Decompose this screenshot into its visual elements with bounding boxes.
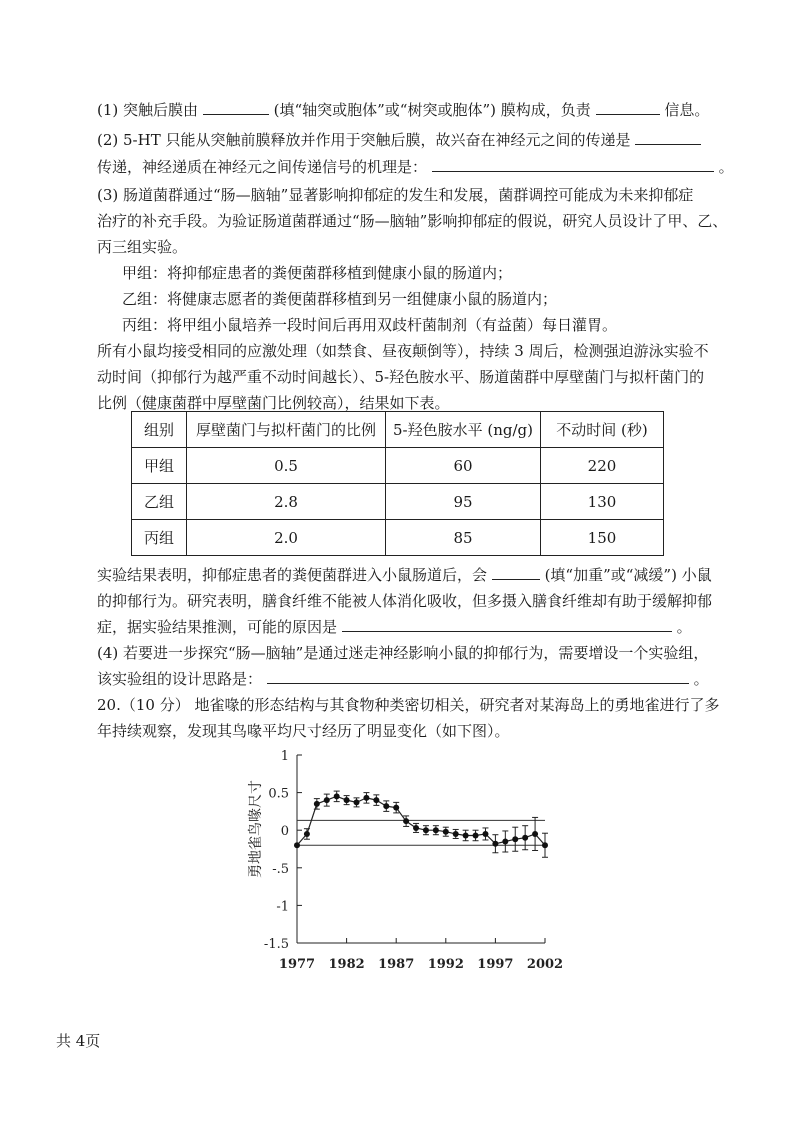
- data-point: [502, 838, 508, 844]
- y-tick-label: 1: [280, 749, 289, 764]
- x-tick-label: 2002: [526, 957, 564, 972]
- q19-p6-text-l2a: 该实验组的设计思路是：: [97, 670, 263, 688]
- data-point: [433, 827, 439, 833]
- page-footer: 共 4页: [56, 1032, 101, 1050]
- data-point: [532, 831, 538, 837]
- q19-p5-text-l3a: 症，据实验结果推测，可能的原因是: [97, 618, 338, 636]
- table-row: [132, 520, 664, 556]
- data-point: [294, 842, 300, 848]
- table-cell: 60: [386, 448, 541, 484]
- data-point: [354, 799, 360, 805]
- data-point: [344, 797, 350, 803]
- q19-part4-line3: 比例（健康菌群中厚壁菌门比例较高），结果如下表。: [97, 394, 450, 412]
- q19-p6-text-l2b: 。: [693, 670, 709, 688]
- data-point: [453, 831, 459, 837]
- table-cell: 甲组: [132, 448, 187, 484]
- q20-line1: 20.（10 分） 地雀喙的形态结构与其食物种类密切相关，研究者对某海岛上的勇地雀进行了多: [97, 696, 720, 714]
- data-point: [542, 842, 548, 848]
- data-point: [324, 797, 330, 803]
- data-point: [314, 801, 320, 807]
- q19-part6-line2: [97, 669, 709, 689]
- x-tick-label: 1992: [427, 957, 464, 972]
- q19-part3-line2: 治疗的补充手段。为验证肠道菌群通过“肠—脑轴”影响抑郁症的假说，研究人员设计了甲、乙、: [97, 212, 728, 230]
- y-tick-label: 0: [280, 824, 289, 840]
- table-cell: 150: [541, 520, 664, 556]
- q19-p5-text-l3b: 。: [676, 618, 692, 636]
- table-cell: 0.5: [187, 448, 386, 484]
- table-row: [132, 484, 664, 520]
- q19-p1-text-c: 信息。: [664, 101, 710, 119]
- q19-p2-text-b: 传递，神经递质在神经元之间传递信号的机理是：: [97, 158, 428, 176]
- table-header: 5-羟色胺水平 (ng/g): [386, 412, 541, 448]
- y-tick-label: -.5: [272, 861, 289, 877]
- q19-part5-line3: [97, 617, 692, 637]
- data-point: [482, 831, 488, 837]
- y-tick-label: -1: [276, 899, 289, 915]
- y-axis-label: 勇地雀鸟喙尺寸: [248, 780, 264, 878]
- table-cell: 乙组: [132, 484, 187, 520]
- q19-part5-line2: 的抑郁行为。研究表明，膳食纤维不能被人体消化吸收，但多摄入膳食纤维却有助于缓解抑郁: [97, 592, 713, 610]
- table-row: [132, 448, 664, 484]
- data-point: [334, 793, 340, 799]
- q19-p5-text-b: (填“加重”或“减缓”) 小鼠: [544, 566, 712, 584]
- q19-p2-text-c: 。: [718, 158, 734, 176]
- q19-part4-line1: 所有小鼠均接受相同的应激处理（如禁食、昼夜颠倒等），持续 3 周后，检测强迫游泳实验不: [97, 342, 709, 360]
- q19-part3-line3: 丙三组实验。: [97, 238, 188, 256]
- q19-part2-line1: [97, 130, 701, 150]
- blank-6[interactable]: [342, 617, 672, 632]
- q19-part1: [97, 100, 709, 120]
- data-point: [443, 829, 449, 835]
- blank-2[interactable]: [596, 100, 660, 115]
- data-point: [463, 832, 469, 838]
- table-cell: 220: [541, 448, 664, 484]
- table-cell: 85: [386, 520, 541, 556]
- data-point: [403, 818, 409, 824]
- table-header: 厚壁菌门与拟杆菌门的比例: [187, 412, 386, 448]
- data-point: [373, 797, 379, 803]
- q19-part5-line1: [97, 565, 712, 585]
- x-tick-label: 1987: [378, 957, 415, 972]
- table-cell: 2.8: [187, 484, 386, 520]
- q20-line2: 年持续观察，发现其鸟喙平均尺寸经历了明显变化（如下图）。: [97, 722, 510, 740]
- q19-p1-text-a: (1) 突触后膜由: [97, 101, 199, 119]
- data-point: [304, 831, 310, 837]
- data-point: [473, 832, 479, 838]
- data-point: [522, 835, 528, 841]
- q19-p2-text-a: (2) 5-HT 只能从突触前膜释放并作用于突触后膜，故兴奋在神经元之间的传递是: [97, 131, 631, 149]
- q19-p5-text-a: 实验结果表明，抑郁症患者的粪便菌群进入小鼠肠道后，会: [97, 566, 488, 584]
- q19-part4-line2: 动时间（抑郁行为越严重不动时间越长）、5-羟色胺水平、肠道菌群中厚壁菌门与拟杆菌门的: [97, 368, 705, 386]
- group-b-text: 乙组：将健康志愿者的粪便菌群移植到另一组健康小鼠的肠道内；: [122, 290, 558, 308]
- group-a-text: 甲组：将抑郁症患者的粪便菌群移植到健康小鼠的肠道内；: [122, 264, 513, 282]
- group-c-text: 丙组：将甲组小鼠培养一段时间后再用双歧杆菌制剂（有益菌）每日灌胃。: [122, 316, 618, 334]
- blank-3[interactable]: [635, 130, 701, 145]
- data-point: [423, 827, 429, 833]
- blank-5[interactable]: [492, 565, 540, 580]
- table-cell: 95: [386, 484, 541, 520]
- blank-4[interactable]: [432, 157, 714, 172]
- table-cell: 2.0: [187, 520, 386, 556]
- x-tick-label: 1982: [328, 957, 365, 972]
- table-header: 不动时间 (秒): [541, 412, 664, 448]
- table-cell: 丙组: [132, 520, 187, 556]
- blank-7[interactable]: [267, 669, 689, 684]
- y-tick-label: -1.5: [263, 937, 289, 952]
- q19-part6-line1: (4) 若要进一步探究“肠—脑轴”是通过迷走神经影响小鼠的抑郁行为，需要增设一个实验组，: [97, 644, 709, 662]
- table-header-row: [132, 412, 664, 448]
- q19-part2-line2: [97, 157, 734, 177]
- table-cell: 130: [541, 484, 664, 520]
- data-point: [492, 841, 498, 847]
- beak-size-chart: [240, 745, 580, 985]
- data-point: [413, 825, 419, 831]
- q19-part3-line1: (3) 肠道菌群通过“肠—脑轴”显著影响抑郁症的发生和发展，菌群调控可能成为未来抑郁症: [97, 186, 694, 204]
- x-tick-label: 1977: [278, 957, 316, 972]
- data-point: [393, 805, 399, 811]
- x-tick-label: 1997: [477, 957, 514, 972]
- results-table: [131, 411, 664, 556]
- data-point: [383, 803, 389, 809]
- data-point: [512, 836, 518, 842]
- y-tick-label: 0.5: [268, 786, 289, 802]
- blank-1[interactable]: [203, 100, 269, 115]
- data-point: [363, 795, 369, 801]
- q19-p1-text-b: (填“轴突或胞体”或“树突或胞体”) 膜构成，负责: [273, 101, 591, 119]
- table-header: 组别: [132, 412, 187, 448]
